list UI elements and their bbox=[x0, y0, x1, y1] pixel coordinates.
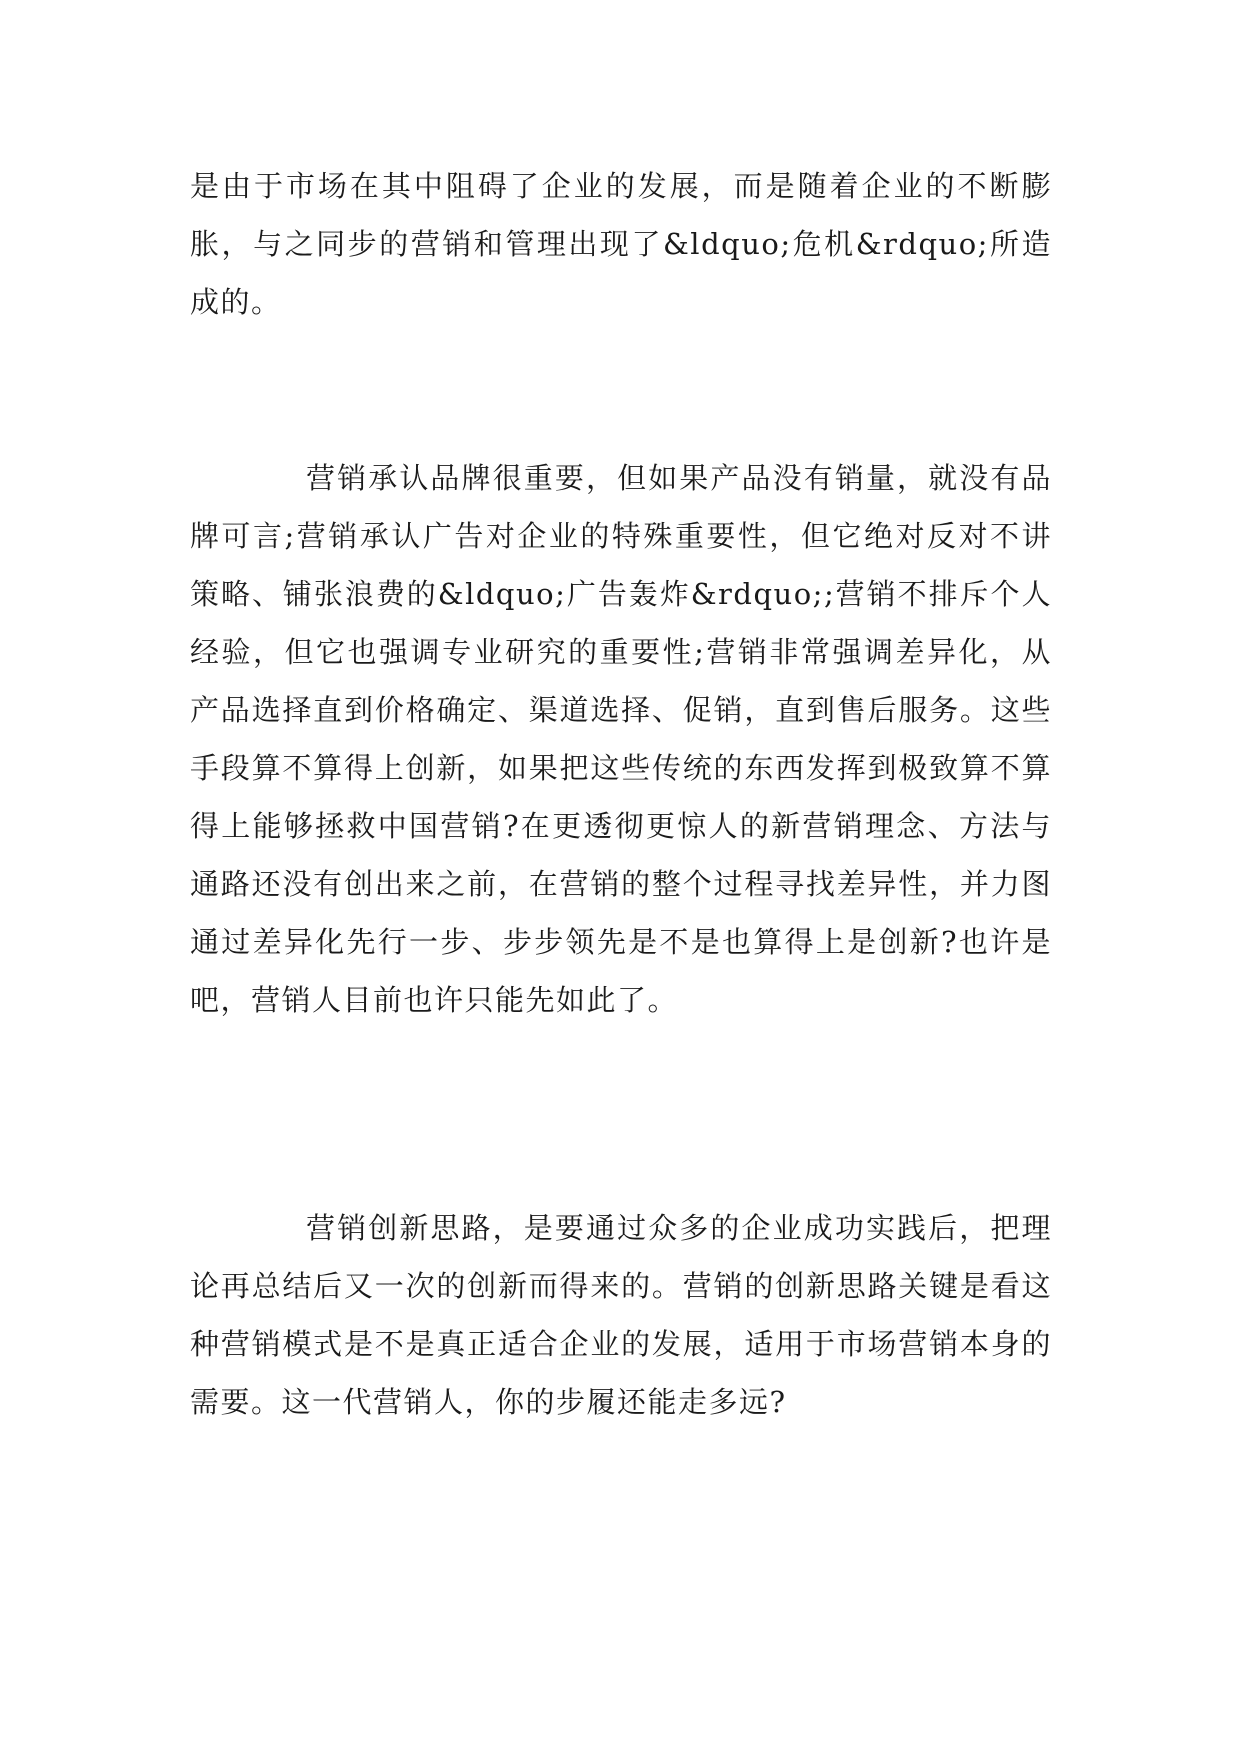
paragraph-marketing-methods: 营销承认品牌很重要，但如果产品没有销量，就没有品牌可言;营销承认广告对企业的特殊重要性，但它绝对反对不讲策略、铺张浪费的&ldquo;广告轰炸&rdquo;;营销不排斥个人经验，但它也强调专业研究的重要性;营销非常强调差异化，从产品选择直到价格确定、渠道选择、促销，直到售后服务。这些手段算不算得上创新，如果把这些传统的东西发挥到极致算不算得上能够拯救中国营销?在更透彻更惊人的新营销理念、方法与通路还没有创出来之前，在营销的整个过程寻找差异性，并力图通过差异化先行一步、步步领先是不是也算得上是创新?也许是吧，营销人目前也许只能先如此了。 bbox=[190, 461, 1052, 1017]
paragraph-innovation-thinking: 营销创新思路，是要通过众多的企业成功实践后，把理论再总结后又一次的创新而得来的。营销的创新思路关键是看这种营销模式是不是真正适合企业的发展，适用于市场营销本身的需要。这一代营销人，你的步履还能走多远? bbox=[190, 1211, 1052, 1419]
paragraph-crisis-cause: 是由于市场在其中阻碍了企业的发展，而是随着企业的不断膨胀，与之同步的营销和管理出现了&ldquo;危机&rdquo;所造成的。 bbox=[190, 169, 1052, 319]
